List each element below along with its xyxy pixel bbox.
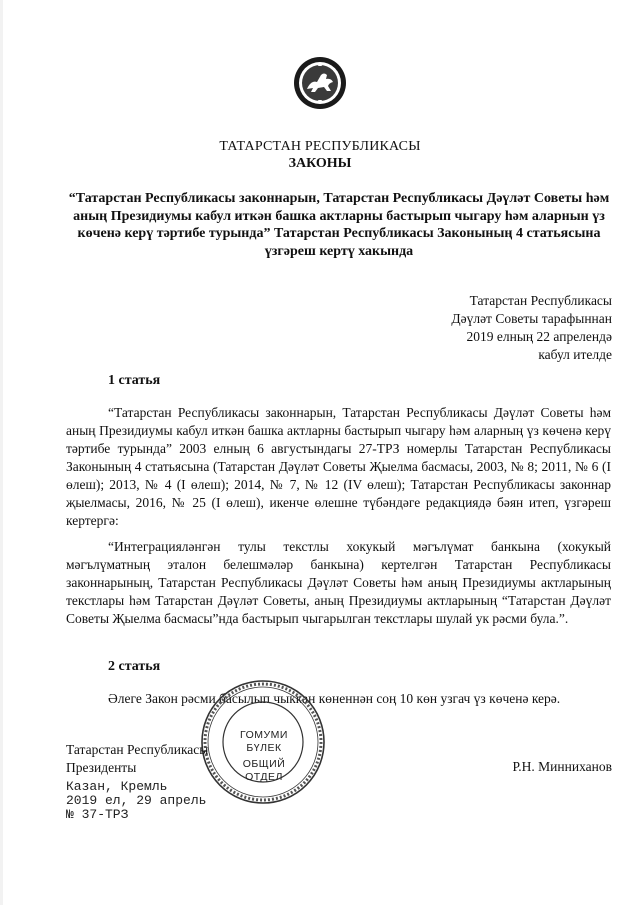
article-2-paragraph-1: Әлеге Закон рәсми басылып чыккан көненнән соң 10 көн узгач үз көченә керә. <box>108 691 561 706</box>
article-1-heading: 1 статья <box>108 373 161 388</box>
article-1-paragraph-1: “Татарстан Республикасы законнарын, Татарстан Республикасы Дәүләт Советы һәм аның Президиумы кабул иткән башка актларны бастырып чыгару һәм аларның үз көченә керү тәртибе турында” 2003 елның 6 августындагы 27-ТРЗ номерлы Татарстан Республикасы Законының 4 статьясына (Татарстан Дәүләт Советы Җыелма басмасы, 2003, № 8; 2011, № 6 (I өлеш); 2013, № 4 (I өлеш); 2014, № 7, № 12 (IV өлеш); Татарстан Республикасы законнар җыелмасы, 2016, № 25 (I өлеш), икенче өлешне түбәндәге редакциядә бәян итеп, үзгәреш кертергә: <box>66 405 611 528</box>
law-heading: ЗАКОНЫ <box>288 156 352 171</box>
adoption-line: кабул ителде <box>538 347 612 362</box>
place-date-number: Казан, Кремль 2019 ел, 29 апрель № 37-ТРЗ <box>66 779 207 822</box>
adoption-line: 2019 елның 22 апрелендә <box>466 329 612 344</box>
signatory-name: Р.Н. Минниханов <box>512 759 612 774</box>
adoption-line: Дәүләт Советы тарафыннан <box>451 311 612 326</box>
signature-title: Татарстан Республикасы Президенты <box>66 742 209 775</box>
stamp-line: ОТДЕЛ <box>245 771 283 783</box>
scan-edge <box>0 0 3 905</box>
adoption-line: Татарстан Республикасы <box>469 293 612 308</box>
republic-heading: ТАТАРСТАН РЕСПУБЛИКАСЫ <box>219 139 421 154</box>
law-title: “Татарстан Республикасы законнарын, Татарстан Республикасы Дәүләт Советы һәм аның Президиумы кабул иткән башка актларны бастырып чыгару һәм аларнын үз көченә керү тәртибе турында” Татарстан Республикасы Законының 4 статьясына үзгәреш кертү хакында <box>68 191 610 259</box>
article-2-heading: 2 статья <box>108 659 161 674</box>
tatarstan-emblem-icon <box>293 56 347 110</box>
stamp-line: ГОМУМИ <box>240 729 288 741</box>
stamp-line: ОБЩИЙ <box>242 758 286 770</box>
adoption-block <box>451 292 612 364</box>
article-1-paragraph-2: “Интеграцияләнгән тулы текстлы хокукый мәгълүмат банкына (хокукый мәгълүматның эталон белешмәләр банкына) кертелгән Татарстан Республикасы законнарының, Татарстан Республикасы Дәүләт Советы һәм аның Президиумы актларының текстлары һәм Татарстан Дәүләт Советы, аның Президиумы актларының “Татарстан Дәүләт Советы Җыелма басмасы”нда бастырып чыгарылган текстлары шулай ук рәсми була.”. <box>66 539 611 626</box>
stamp-line: БҮЛЕК <box>246 742 282 754</box>
